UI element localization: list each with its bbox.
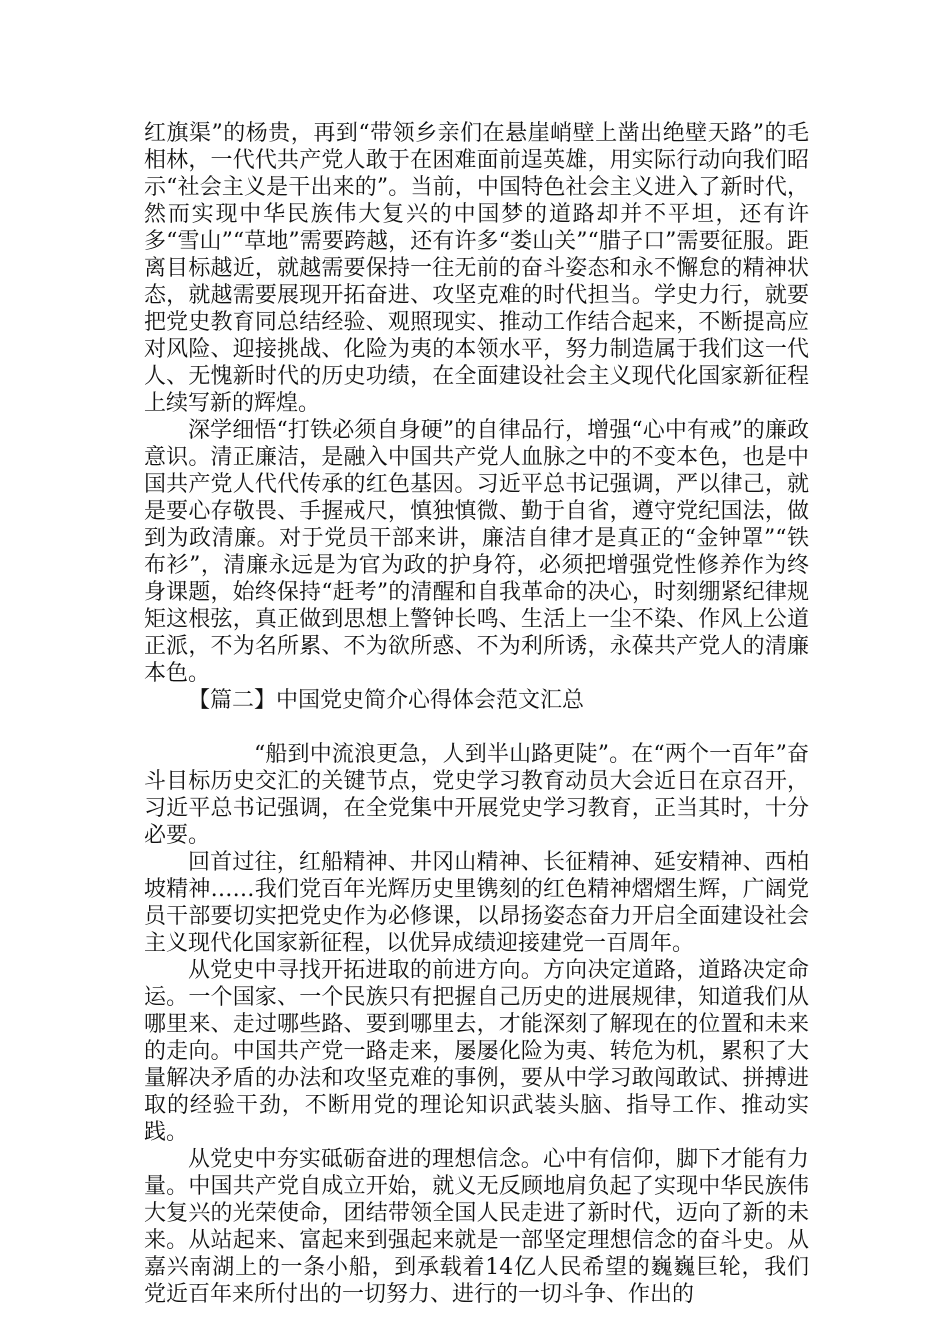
spacer xyxy=(144,714,809,741)
paragraph-direction: 从党史中寻找开拓进取的前进方向。方向决定道路，道路决定命运。一个国家、一个民族只有把握自己历史的进展规律，知道我们从哪里来、走过哪些路、要到哪里去，才能深刻了解现在的位置和未来的走向。中国共产党一路走来，屡屡化险为夷、转危为机，累积了大量解决矛盾的办法和攻坚克难的事例，要从中学习敢闯敢试、拼搏进取的经验干劲，不断用党的理论知识武装头脑、指导工作、推动实践。 xyxy=(144,958,809,1145)
paragraph-red-spirit: 回首过往，红船精神、井冈山精神、长征精神、延安精神、西柏坡精神……我们党百年光辉历史里镌刻的红色精神熠熠生辉，广阔党员干部要切实把党史作为必修课，以昂扬姿态奋力开启全面建设社会主义现代化国家新征程，以优异成绩迎接建党一百周年。 xyxy=(144,850,809,956)
section-title: 【篇二】中国党史简介心得体会范文汇总 xyxy=(188,688,585,713)
paragraph-opening-quote: “船到中流浪更急，人到半山路更陡”。在“两个一百年”奋斗目标历史交汇的关键节点，党史学习教育动员大会近日在京召开，习近平总书记强调，在全党集中开展党史学习教育，正当其时，十分必要。 xyxy=(144,742,809,848)
paragraph-integrity: 深学细悟“打铁必须自身硬”的自律品行，增强“心中有戒”的廉政意识。清正廉洁，是融入中国共产党人血脉之中的不变本色，也是中国共产党人代代传承的红色基因。习近平总书记强调，严以律己，就是要心存敬畏、手握戒尺，慎独慎微、勤于自省，遵守党纪国法，做到为政清廉。对于党员干部来讲，廉洁自律才是真正的“金钟罩”“铁布衫”，清廉永远是为官为政的护身符，必须把增强党性修养作为终身课题，始终保持“赶考”的清醒和自我革命的决心，时刻绷紧纪律规矩这根弦，真正做到思想上警钟长鸣、生活上一尘不染、作风上公道正派，不为名所累、不为欲所惑、不为利所诱，永葆共产党人的清廉本色。 xyxy=(144,418,809,686)
document-body xyxy=(144,120,809,1308)
paragraph-continuation: 红旗渠”的杨贵，再到“带领乡亲们在悬崖峭壁上凿出绝壁天路”的毛相林，一代代共产党人敢于在困难面前逞英雄，用实际行动向我们昭示“社会主义是干出来的”。当前，中国特色社会主义进入了新时代，然而实现中华民族伟大复兴的中国梦的道路却并不平坦，还有许多“雪山”“草地”需要跨越，还有许多“娄山关”“腊子口”需要征服。距离目标越近，就越需要保持一往无前的奋斗姿态和永不懈怠的精神状态，就越需要展现开拓奋进、攻坚克难的时代担当。学史力行，就要把党史教育同总结经验、观照现实、推动工作结合起来，不断提高应对风险、迎接挑战、化险为夷的本领水平，努力制造属于我们这一代人、无愧新时代的历史功绩，在全面建设社会主义现代化国家新征程上续写新的辉煌。 xyxy=(144,121,809,416)
paragraph-ideals: 从党史中夯实砥砺奋进的理想信念。心中有信仰，脚下才能有力量。中国共产党自成立开始，就义无反顾地肩负起了实现中华民族伟大复兴的光荣使命，团结带领全国人民走进了新时代，迈向了新的未来。从站起来、富起来到强起来就是一部坚定理想信念的奋斗史。从嘉兴南湖上的一条小船，到承载着14亿人民希望的巍巍巨轮，我们党近百年来所付出的一切努力、进行的一切斗争、作出的 xyxy=(144,1147,809,1307)
